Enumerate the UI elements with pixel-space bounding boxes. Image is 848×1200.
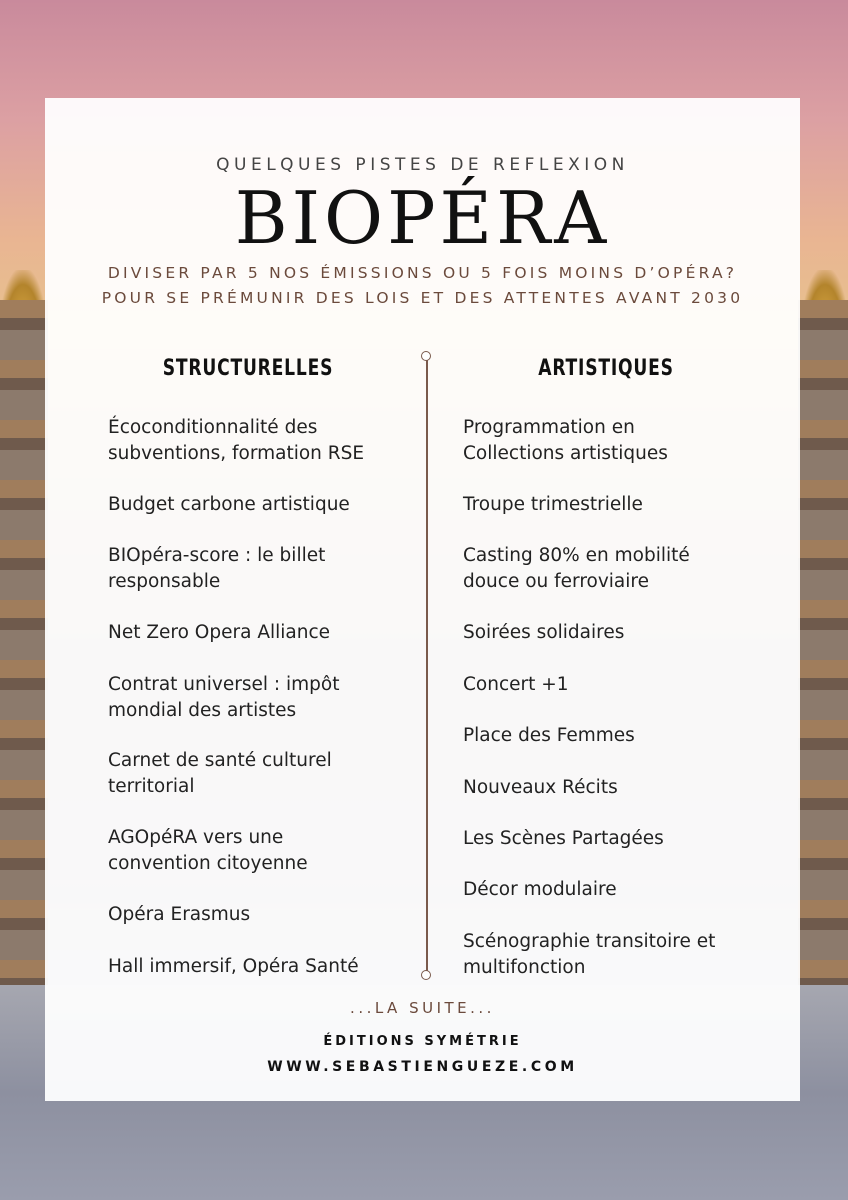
overline: QUELQUES PISTES DE REFLEXION xyxy=(216,155,629,175)
column-divider xyxy=(426,356,428,976)
opera-facade-right xyxy=(798,300,848,990)
right-item-8: Les Scènes Partagées xyxy=(463,828,664,849)
left-item-1: Écoconditionnalité des subventions, formation RSE xyxy=(108,417,365,464)
page-title: BIOPÉRA xyxy=(234,176,611,260)
left-item-7: AGOpéRA vers une convention citoyenne xyxy=(108,827,308,874)
publisher-name: ÉDITIONS SYMÉTRIE xyxy=(323,1034,522,1049)
divider-bottom-dot xyxy=(421,970,431,980)
left-item-4: Net Zero Opera Alliance xyxy=(108,622,331,643)
website-link[interactable]: WWW.SEBASTIENGUEZE.COM xyxy=(267,1059,578,1075)
left-column-heading: STRUCTURELLES xyxy=(162,356,334,381)
left-item-3: BIOpéra-score : le billet responsable xyxy=(108,545,326,592)
tagline-line-2: POUR SE PRÉMUNIR DES LOIS ET DES ATTENTES AVANT 2030 xyxy=(101,289,744,307)
opera-facade-left xyxy=(0,300,48,990)
right-item-4: Soirées solidaires xyxy=(463,622,625,643)
left-item-8: Opéra Erasmus xyxy=(108,904,251,925)
right-item-3: Casting 80% en mobilité douce ou ferroviaire xyxy=(463,545,690,592)
right-item-9: Décor modulaire xyxy=(463,879,617,900)
more-link[interactable]: ...LA SUITE... xyxy=(350,999,495,1017)
right-item-2: Troupe trimestrielle xyxy=(463,494,643,515)
tagline-line-1: DIVISER PAR 5 NOS ÉMISSIONS OU 5 FOIS MOINS D’OPÉRA? xyxy=(107,264,738,282)
left-item-2: Budget carbone artistique xyxy=(108,494,350,515)
right-item-1: Programmation en Collections artistiques xyxy=(463,417,668,464)
right-item-7: Nouveaux Récits xyxy=(463,777,618,798)
right-column-heading: ARTISTIQUES xyxy=(538,356,674,381)
left-item-9: Hall immersif, Opéra Santé xyxy=(108,956,359,977)
content-card xyxy=(45,98,800,1101)
right-item-6: Place des Femmes xyxy=(463,725,635,746)
left-item-5: Contrat universel : impôt mondial des artistes xyxy=(108,674,340,721)
divider-top-dot xyxy=(421,351,431,361)
right-item-10: Scénographie transitoire et multifonction xyxy=(463,931,716,978)
right-item-5: Concert +1 xyxy=(463,674,569,695)
left-item-6: Carnet de santé culturel territorial xyxy=(108,750,332,797)
